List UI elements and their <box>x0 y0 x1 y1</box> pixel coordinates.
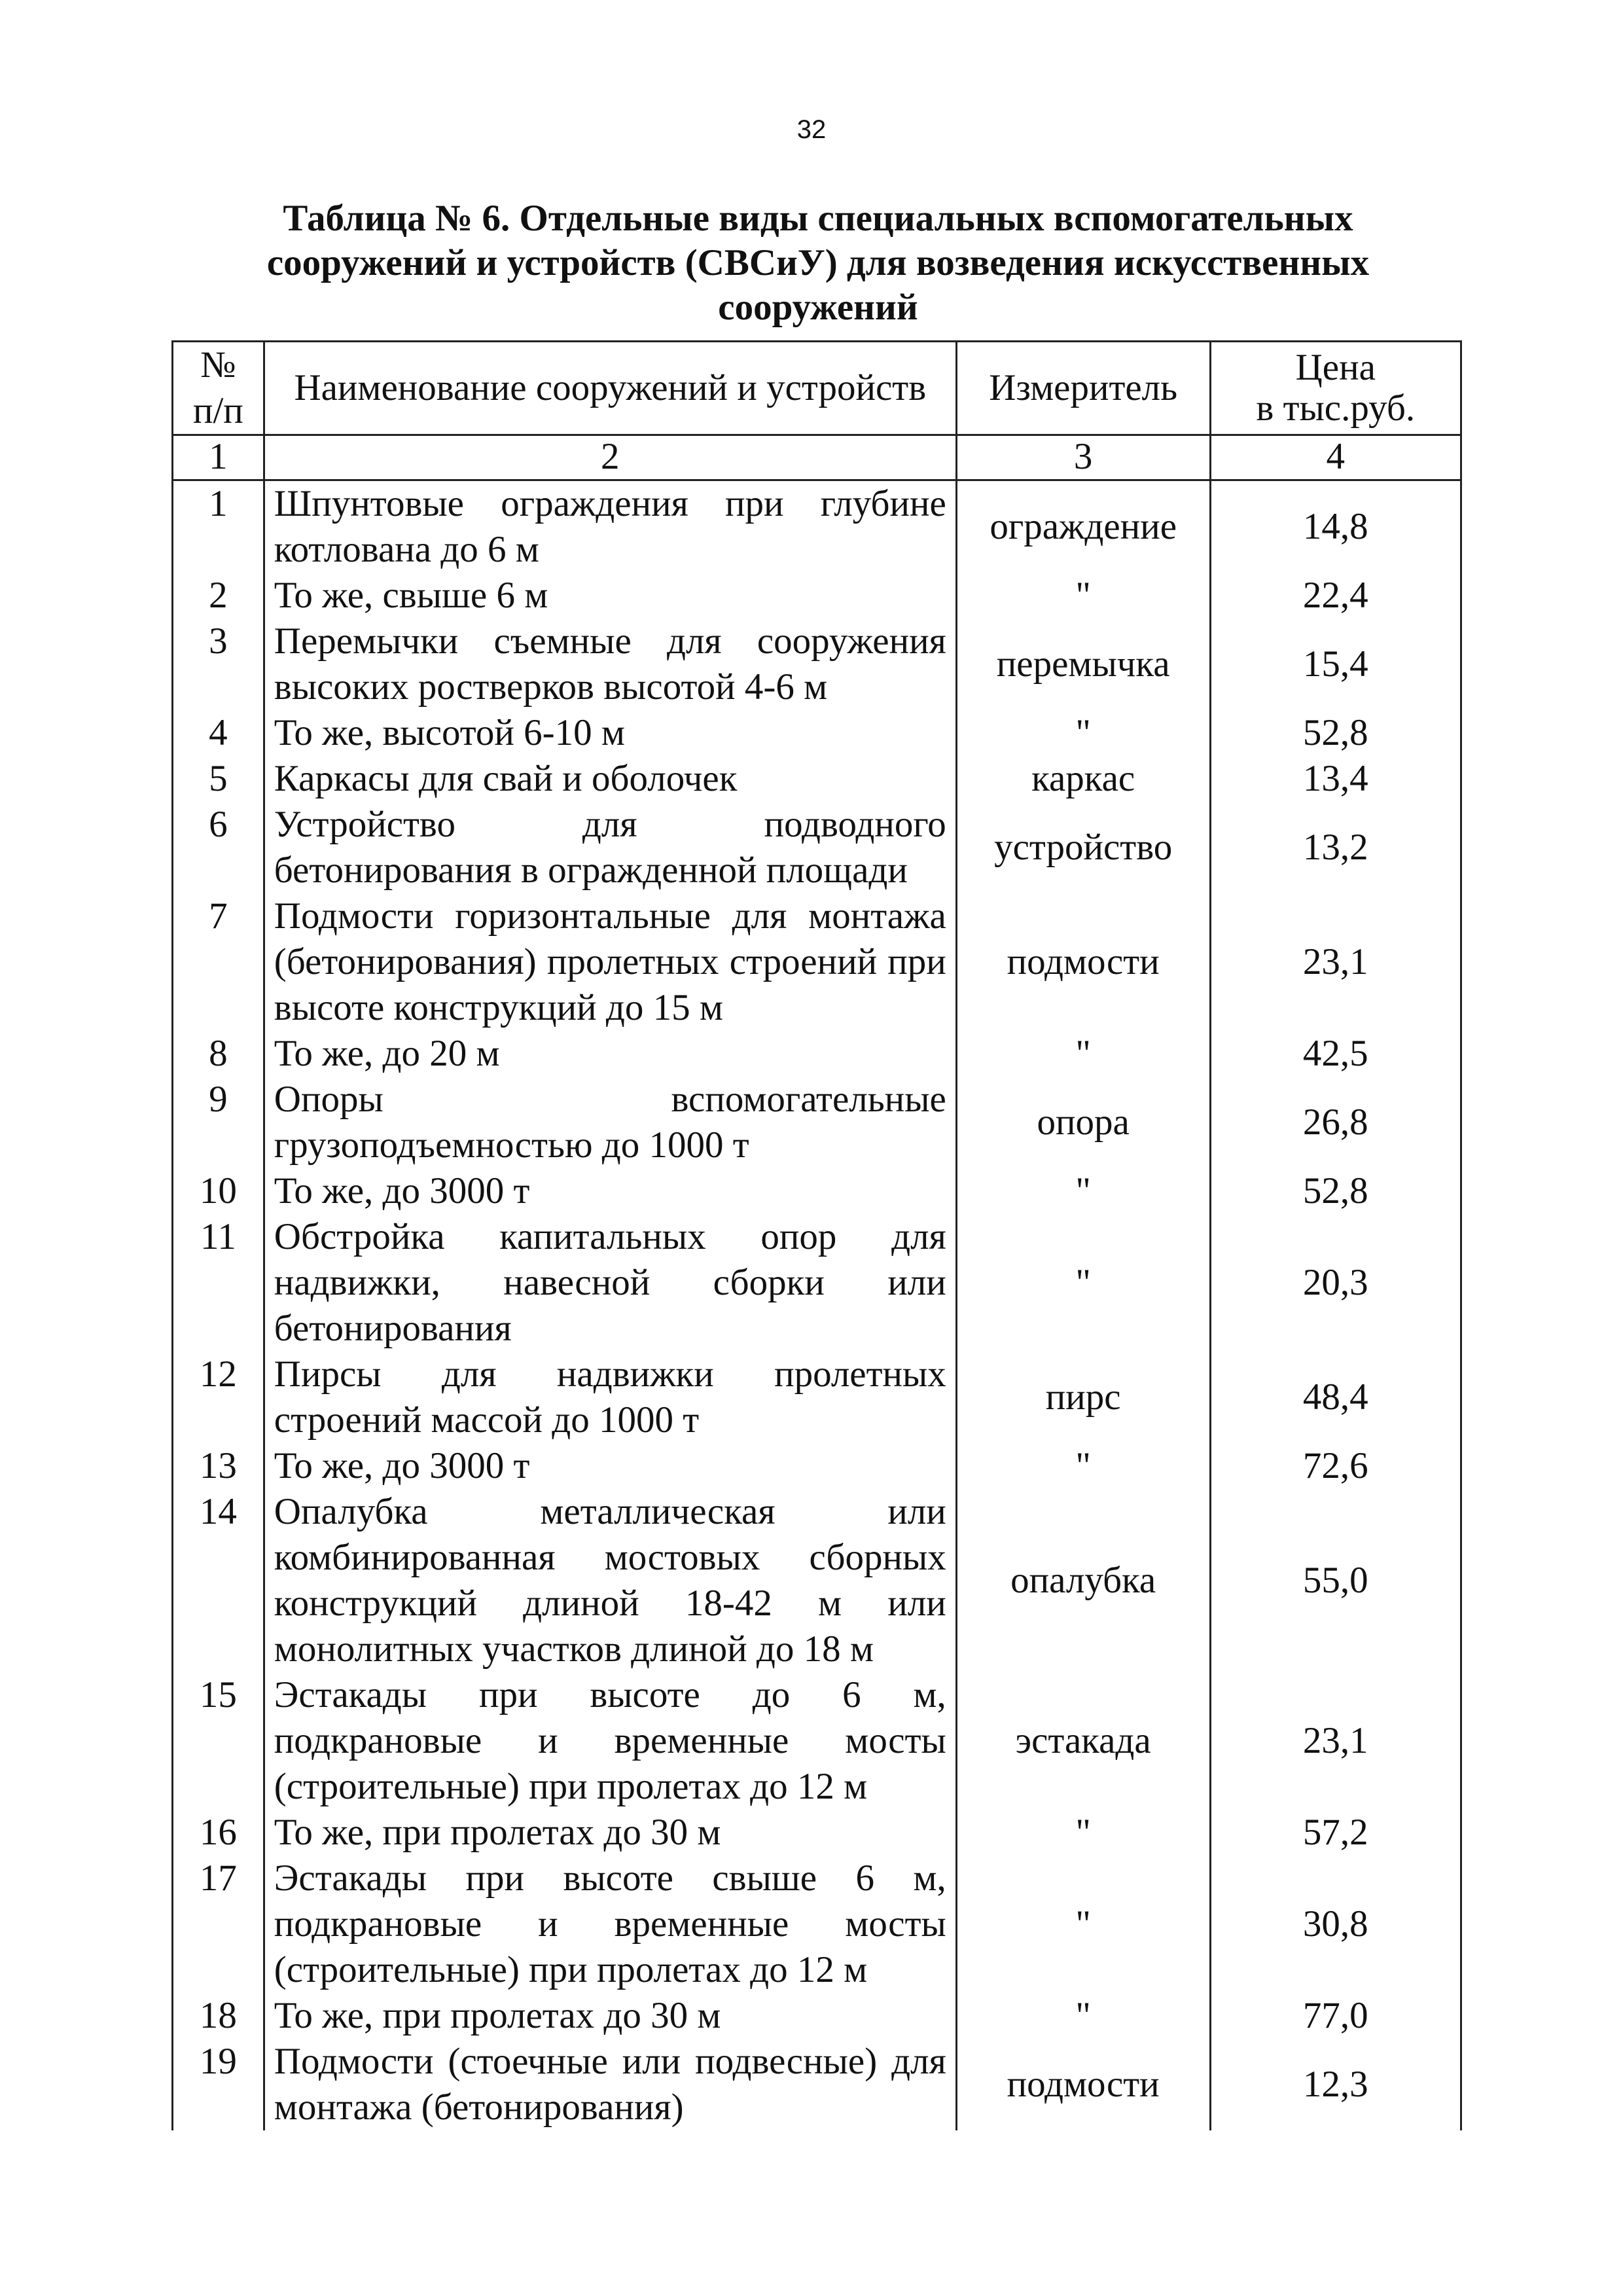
row-price: 72,6 <box>1210 1443 1461 1489</box>
row-price: 48,4 <box>1210 1352 1461 1443</box>
row-name: То же, при пролетах до 30 м <box>264 1993 956 2039</box>
header-price-line2: в тыс.руб. <box>1256 387 1416 429</box>
row-number: 17 <box>173 1856 264 1993</box>
row-price: 13,4 <box>1210 756 1461 802</box>
row-number: 3 <box>173 619 264 710</box>
header-unit: Измеритель <box>956 342 1210 435</box>
row-name: Устройство для подводного бетонирования в огражденной площади <box>264 802 956 893</box>
row-number: 13 <box>173 1443 264 1489</box>
row-number: 15 <box>173 1672 264 1810</box>
row-unit: " <box>956 1443 1210 1489</box>
row-unit: " <box>956 1810 1210 1856</box>
row-unit: пирс <box>956 1352 1210 1443</box>
row-number: 16 <box>173 1810 264 1856</box>
table-title: Таблица № 6. Отдельные виды специальных вспомогательных сооружений и устройств (СВСиУ) для возведения искусственных сооружений <box>266 198 1370 328</box>
row-name: То же, до 3000 т <box>264 1443 956 1489</box>
table-row <box>173 480 1461 573</box>
row-unit: опора <box>956 1077 1210 1168</box>
row-name: То же, до 3000 т <box>264 1168 956 1214</box>
page-number: 32 <box>796 115 827 144</box>
row-number: 11 <box>173 1214 264 1352</box>
table-row <box>173 1810 1461 1856</box>
row-unit: ограждение <box>956 480 1210 573</box>
table-row <box>173 802 1461 893</box>
row-unit: " <box>956 710 1210 756</box>
header-num: № п/п <box>173 342 264 435</box>
row-number: 19 <box>173 2039 264 2130</box>
header-price <box>1210 342 1461 435</box>
table-row <box>173 1214 1461 1352</box>
table-row <box>173 893 1461 1031</box>
row-price: 12,3 <box>1210 2039 1461 2130</box>
row-unit: устройство <box>956 802 1210 893</box>
row-name: То же, высотой 6-10 м <box>264 710 956 756</box>
header-name: Наименование сооружений и устройств <box>264 342 956 435</box>
row-name: Пирсы для надвижки пролетных строений массой до 1000 т <box>264 1352 956 1443</box>
row-name: Перемычки съемные для сооружения высоких ростверков высотой 4-6 м <box>264 619 956 710</box>
row-name: То же, до 20 м <box>264 1031 956 1077</box>
row-unit: " <box>956 1031 1210 1077</box>
row-unit: подмости <box>956 893 1210 1031</box>
row-name: Опоры вспомогательные грузоподъемностью до 1000 т <box>264 1077 956 1168</box>
row-name: Обстройка капитальных опор для надвижки, навесной сборки или бетонирования <box>264 1214 956 1352</box>
row-number: 2 <box>173 573 264 619</box>
row-name: Каркасы для свай и оболочек <box>264 756 956 802</box>
table-row <box>173 1168 1461 1214</box>
table-row <box>173 1856 1461 1993</box>
table-row <box>173 2039 1461 2130</box>
row-price: 77,0 <box>1210 1993 1461 2039</box>
row-unit: перемычка <box>956 619 1210 710</box>
table-row <box>173 710 1461 756</box>
row-name: Опалубка металлическая или комбинированная мостовых сборных конструкций длиной 18-42 м или монолитных участков длиной до 18 м <box>264 1489 956 1672</box>
table-container <box>171 340 1462 2130</box>
row-price: 26,8 <box>1210 1077 1461 1168</box>
row-unit: " <box>956 573 1210 619</box>
column-number: 3 <box>956 435 1210 480</box>
column-number-row <box>173 435 1461 480</box>
column-number: 2 <box>264 435 956 480</box>
table-row <box>173 1443 1461 1489</box>
row-number: 8 <box>173 1031 264 1077</box>
row-number: 1 <box>173 480 264 573</box>
row-price: 52,8 <box>1210 1168 1461 1214</box>
row-name: То же, при пролетах до 30 м <box>264 1810 956 1856</box>
row-price: 55,0 <box>1210 1489 1461 1672</box>
row-number: 12 <box>173 1352 264 1443</box>
row-price: 52,8 <box>1210 710 1461 756</box>
row-number: 9 <box>173 1077 264 1168</box>
row-name: Подмости горизонтальные для монтажа (бетонирования) пролетных строений при высоте конструкций до 15 м <box>264 893 956 1031</box>
row-unit: подмости <box>956 2039 1210 2130</box>
row-price: 42,5 <box>1210 1031 1461 1077</box>
row-number: 14 <box>173 1489 264 1672</box>
row-unit: " <box>956 1168 1210 1214</box>
row-price: 57,2 <box>1210 1810 1461 1856</box>
table-row <box>173 1077 1461 1168</box>
row-name: То же, свыше 6 м <box>264 573 956 619</box>
table-row <box>173 756 1461 802</box>
row-unit: эстакада <box>956 1672 1210 1810</box>
row-name: Эстакады при высоте свыше 6 м, подкрановые и временные мосты (строительные) при пролетах до 12 м <box>264 1856 956 1993</box>
table-row <box>173 619 1461 710</box>
row-price: 14,8 <box>1210 480 1461 573</box>
table-row <box>173 1352 1461 1443</box>
column-number: 1 <box>173 435 264 480</box>
row-price: 30,8 <box>1210 1856 1461 1993</box>
row-price: 23,1 <box>1210 893 1461 1031</box>
table-row <box>173 1993 1461 2039</box>
table-row <box>173 1489 1461 1672</box>
row-number: 18 <box>173 1993 264 2039</box>
table-row <box>173 1031 1461 1077</box>
row-unit: " <box>956 1856 1210 1993</box>
svsiu-table <box>171 340 1462 2130</box>
row-number: 6 <box>173 802 264 893</box>
row-unit: " <box>956 1214 1210 1352</box>
header-price-line1: Цена <box>1295 347 1376 388</box>
row-name: Шпунтовые ограждения при глубине котлована до 6 м <box>264 480 956 573</box>
row-unit: каркас <box>956 756 1210 802</box>
table-row <box>173 573 1461 619</box>
row-number: 7 <box>173 893 264 1031</box>
row-number: 10 <box>173 1168 264 1214</box>
column-number: 4 <box>1210 435 1461 480</box>
row-price: 13,2 <box>1210 802 1461 893</box>
row-price: 23,1 <box>1210 1672 1461 1810</box>
row-number: 4 <box>173 710 264 756</box>
row-price: 15,4 <box>1210 619 1461 710</box>
row-price: 22,4 <box>1210 573 1461 619</box>
table-body <box>173 480 1461 2131</box>
table-row <box>173 1672 1461 1810</box>
row-price: 20,3 <box>1210 1214 1461 1352</box>
row-name: Подмости (стоечные или подвесные) для монтажа (бетонирования) <box>264 2039 956 2130</box>
row-name: Эстакады при высоте до 6 м, подкрановые и временные мосты (строительные) при пролетах до 12 м <box>264 1672 956 1810</box>
row-number: 5 <box>173 756 264 802</box>
row-unit: " <box>956 1993 1210 2039</box>
row-unit: опалубка <box>956 1489 1210 1672</box>
header-row <box>173 342 1461 435</box>
